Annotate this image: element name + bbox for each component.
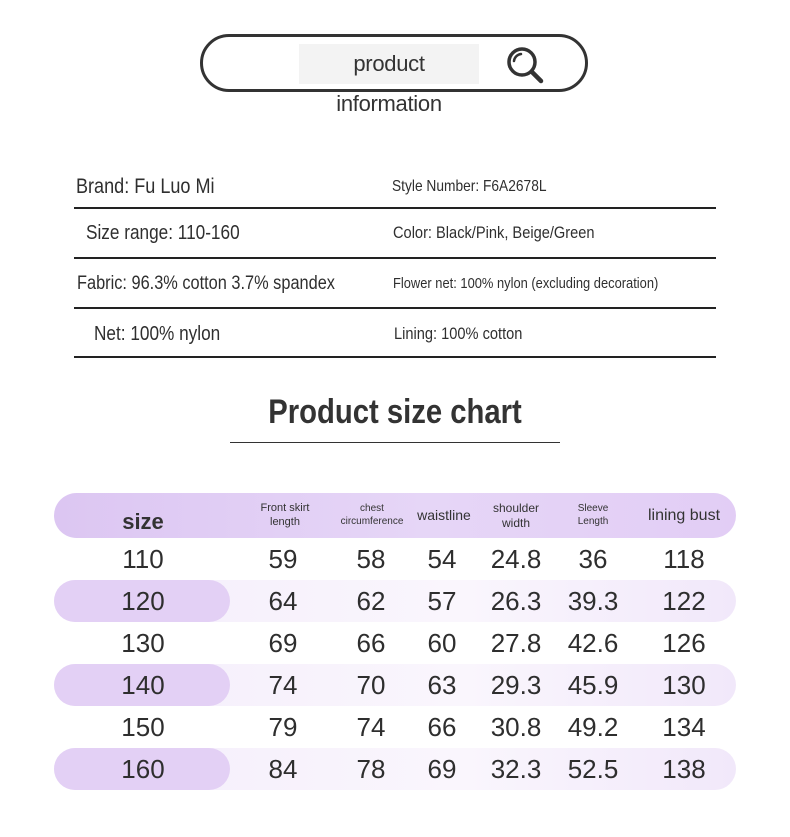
size-row bbox=[54, 748, 736, 790]
cell-chest: 74 bbox=[356, 712, 386, 742]
cell-chest: 58 bbox=[356, 544, 386, 574]
search-bar[interactable] bbox=[200, 34, 588, 116]
style-number-text: Style Number: F6A2678L bbox=[392, 178, 547, 195]
cell-size: 150 bbox=[121, 712, 165, 742]
cell-lining-bust: 134 bbox=[662, 712, 706, 742]
cell-waistline: 69 bbox=[427, 754, 457, 784]
info-row-fabric bbox=[74, 259, 716, 309]
header-shoulder-width: shoulder width bbox=[492, 500, 540, 530]
cell-front-skirt-length: 64 bbox=[268, 586, 298, 616]
cell-chest: 62 bbox=[356, 586, 386, 616]
cell-waistline: 66 bbox=[427, 712, 457, 742]
size-range-text: Size range: 110-160 bbox=[86, 222, 240, 244]
cell-front-skirt-length: 79 bbox=[268, 712, 298, 742]
title-underline bbox=[230, 442, 560, 443]
size-row bbox=[54, 622, 736, 664]
cell-chest: 78 bbox=[356, 754, 386, 784]
cell-shoulder-width: 30.8 bbox=[490, 712, 542, 742]
cell-waistline: 57 bbox=[427, 586, 457, 616]
fabric-text: Fabric: 96.3% cotton 3.7% spandex bbox=[77, 273, 335, 294]
cell-size: 140 bbox=[121, 670, 165, 700]
flower-net-text: Flower net: 100% nylon (excluding decoration) bbox=[393, 275, 659, 292]
cell-sleeve-length: 49.2 bbox=[567, 712, 619, 742]
size-row bbox=[54, 664, 736, 706]
search-label: product information bbox=[299, 44, 479, 84]
cell-waistline: 54 bbox=[427, 544, 457, 574]
cell-lining-bust: 118 bbox=[663, 544, 705, 574]
cell-size: 120 bbox=[121, 586, 165, 616]
net-text: Net: 100% nylon bbox=[94, 323, 221, 345]
cell-shoulder-width: 24.8 bbox=[490, 544, 542, 574]
cell-sleeve-length: 39.3 bbox=[567, 586, 619, 616]
cell-front-skirt-length: 74 bbox=[268, 670, 298, 700]
cell-shoulder-width: 27.8 bbox=[490, 628, 542, 658]
cell-lining-bust: 130 bbox=[662, 670, 706, 700]
info-row-size-range bbox=[74, 208, 716, 258]
header-size: size bbox=[122, 508, 164, 534]
cell-shoulder-width: 26.3 bbox=[490, 586, 542, 616]
cell-chest: 70 bbox=[356, 670, 386, 700]
size-row bbox=[54, 706, 736, 748]
cell-size: 110 bbox=[122, 544, 164, 574]
cell-front-skirt-length: 84 bbox=[268, 754, 298, 784]
info-row-net bbox=[74, 309, 716, 359]
cell-waistline: 63 bbox=[427, 670, 457, 700]
cell-sleeve-length: 52.5 bbox=[567, 754, 619, 784]
cell-sleeve-length: 36 bbox=[578, 544, 608, 574]
cell-shoulder-width: 29.3 bbox=[490, 670, 542, 700]
info-row-brand bbox=[74, 162, 716, 212]
cell-shoulder-width: 32.3 bbox=[490, 754, 542, 784]
info-divider bbox=[74, 356, 716, 358]
header-lining-bust: lining bust bbox=[647, 506, 721, 524]
header-chest-circumference: chest circumference bbox=[340, 503, 404, 527]
cell-sleeve-length: 42.6 bbox=[567, 628, 619, 658]
header-waistline: waistline bbox=[417, 506, 471, 523]
cell-lining-bust: 126 bbox=[662, 628, 706, 658]
cell-front-skirt-length: 59 bbox=[268, 544, 298, 574]
size-chart-title: Product size chart bbox=[268, 393, 522, 431]
cell-size: 130 bbox=[121, 628, 165, 658]
search-icon[interactable] bbox=[505, 45, 545, 85]
color-text: Color: Black/Pink, Beige/Green bbox=[393, 223, 595, 242]
size-row bbox=[54, 538, 736, 580]
brand-text: Brand: Fu Luo Mi bbox=[76, 175, 215, 198]
cell-front-skirt-length: 69 bbox=[268, 628, 298, 658]
cell-size: 160 bbox=[121, 754, 165, 784]
header-front-skirt-length: Front skirt length bbox=[260, 501, 310, 528]
cell-lining-bust: 122 bbox=[662, 586, 706, 616]
cell-waistline: 60 bbox=[427, 628, 457, 658]
size-chart-header bbox=[54, 493, 736, 538]
lining-text: Lining: 100% cotton bbox=[394, 324, 523, 343]
cell-lining-bust: 138 bbox=[662, 754, 706, 784]
size-row bbox=[54, 580, 736, 622]
cell-chest: 66 bbox=[356, 628, 386, 658]
header-sleeve-length: Sleeve Length bbox=[577, 503, 609, 527]
cell-sleeve-length: 45.9 bbox=[567, 670, 619, 700]
